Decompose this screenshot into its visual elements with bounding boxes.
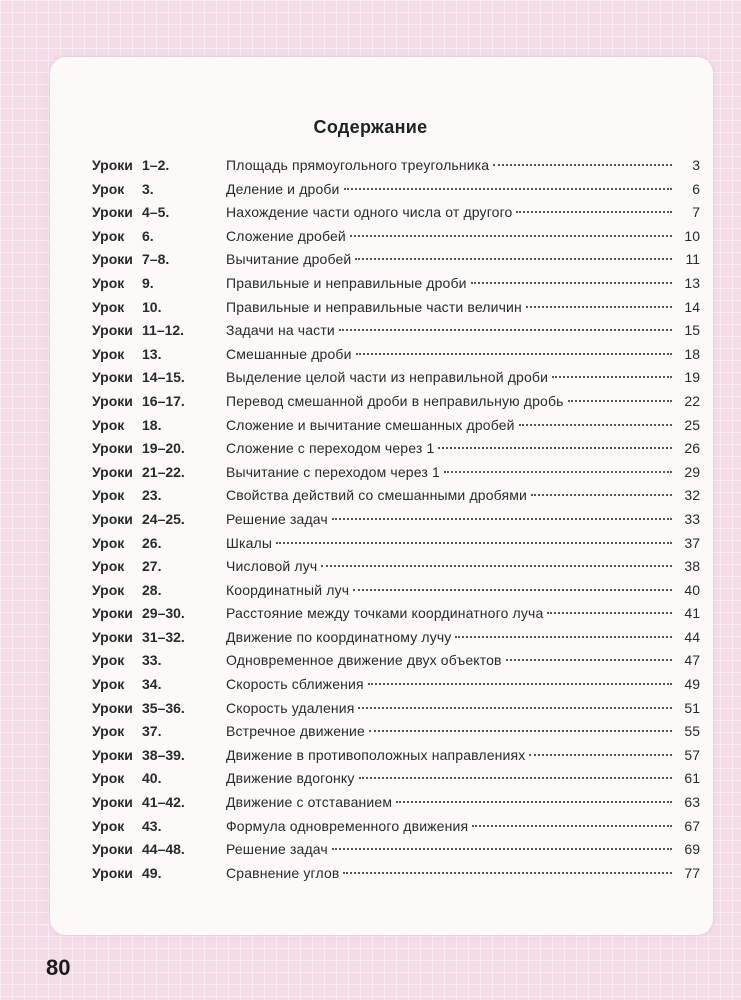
lesson-word: Уроки [92,322,133,339]
toc-entry[interactable] [92,296,700,320]
lesson-number: 23. [142,487,162,504]
lesson-topic: Сложение с переходом через 1 [226,440,435,457]
toc-entry[interactable] [92,272,700,296]
lesson-topic: Нахождение части одного числа от другого [226,204,513,221]
toc-entry[interactable] [92,414,700,438]
dot-leader [353,589,672,591]
lesson-topic: Задачи на части [226,322,335,339]
toc-entry[interactable] [92,673,700,697]
toc-entry[interactable] [92,248,700,272]
toc-entry[interactable] [92,532,700,556]
toc-entry[interactable] [92,744,700,768]
dot-leader [332,848,672,850]
lesson-topic: Смешанные дроби [226,345,352,362]
lesson-topic: Движение по координатному лучу [226,628,452,645]
lesson-number: 18. [142,416,162,433]
page-ref: 25 [684,416,700,433]
page-ref: 63 [684,794,700,811]
page-ref: 15 [684,322,700,339]
lesson-word: Урок [92,558,125,575]
lesson-topic: Движение с отставанием [226,794,393,811]
lesson-number: 40. [142,770,162,787]
dot-leader [358,707,672,709]
page-ref: 37 [684,534,700,551]
toc-entry[interactable] [92,815,700,839]
lesson-word: Уроки [92,864,133,881]
lesson-topic: Формула одновременного движения [226,817,469,834]
lesson-word: Урок [92,227,125,244]
lesson-topic: Правильные и неправильные дроби [226,274,467,291]
lesson-number: 33. [142,652,162,669]
toc-entry[interactable] [92,720,700,744]
toc-entry[interactable] [92,791,700,815]
lesson-topic: Вычитание дробей [226,251,352,268]
page-ref: 49 [684,676,700,693]
toc-entry[interactable] [92,390,700,414]
lesson-number: 3. [142,180,154,197]
page-ref: 22 [684,392,700,409]
lesson-number: 14–15. [142,369,185,386]
dot-leader [493,164,672,166]
lesson-topic: Правильные и неправильные части величин [226,298,522,315]
dot-leader [350,235,672,237]
page-ref: 18 [684,345,700,362]
toc-entry[interactable] [92,461,700,485]
toc-entry[interactable] [92,366,700,390]
lesson-topic: Площадь прямоугольного треугольника [226,157,490,173]
lesson-topic: Расстояние между точками координатного луча [226,605,544,622]
page-ref: 3 [692,157,700,173]
page-ref: 29 [684,463,700,480]
dot-leader [472,825,672,827]
lesson-word: Урок [92,416,125,433]
lesson-number: 38–39. [142,746,185,763]
lesson-word: Урок [92,817,125,834]
dot-leader [531,494,672,496]
lesson-topic: Движение в противоположных направлениях [226,746,526,763]
toc-entry[interactable] [92,579,700,603]
dot-leader [359,777,672,779]
page-title: Содержание [313,117,428,137]
page-ref: 41 [684,605,700,622]
dot-leader [471,282,672,284]
page-ref: 57 [684,746,700,763]
dot-leader [368,683,672,685]
lesson-number: 34. [142,676,162,693]
toc-entry[interactable] [92,319,700,343]
lesson-word: Уроки [92,157,133,173]
lesson-word: Уроки [92,746,133,763]
lesson-topic: Решение задач [226,841,328,858]
page-ref: 44 [684,628,700,645]
dot-leader [568,400,672,402]
toc-entry[interactable] [92,225,700,249]
dot-leader [396,801,672,803]
page-ref: 51 [684,699,700,716]
lesson-number: 21–22. [142,463,185,480]
page-ref: 40 [684,581,700,598]
lesson-topic: Вычитание с переходом через 1 [226,463,440,480]
lesson-word: Уроки [92,699,133,716]
lesson-topic: Решение задач [226,510,328,527]
lesson-word: Уроки [92,841,133,858]
toc-entry[interactable] [92,437,700,461]
lesson-number: 28. [142,581,162,598]
lesson-number: 19–20. [142,440,185,457]
lesson-word: Уроки [92,392,133,409]
lesson-topic: Скорость сближения [226,676,364,693]
lesson-word: Уроки [92,204,133,221]
lesson-number: 29–30. [142,605,185,622]
page-ref: 7 [692,204,700,221]
lesson-number: 37. [142,723,162,740]
dot-leader [339,329,672,331]
lesson-topic: Координатный луч [226,581,350,598]
toc-entry[interactable] [92,767,700,791]
lesson-topic: Движение вдогонку [226,770,355,787]
toc-entry[interactable] [92,649,700,673]
lesson-number: 24–25. [142,510,185,527]
lesson-topic: Шкалы [226,534,273,551]
page-ref: 19 [684,369,700,386]
lesson-number: 31–32. [142,628,185,645]
lesson-topic: Сложение и вычитание смешанных дробей [226,416,515,433]
dot-leader [332,518,672,520]
lesson-word: Уроки [92,628,133,645]
lesson-word: Урок [92,487,125,504]
lesson-topic: Скорость удаления [226,699,355,716]
toc-entry[interactable] [92,555,700,579]
dot-leader [547,612,672,614]
lesson-word: Урок [92,298,125,315]
toc-entry[interactable] [92,178,700,202]
lesson-topic: Одновременное движение двух объектов [226,652,502,669]
lesson-word: Урок [92,345,125,362]
lesson-number: 9. [142,274,154,291]
lesson-topic: Сравнение углов [226,864,340,881]
lesson-word: Урок [92,770,125,787]
lesson-number: 44–48. [142,841,185,858]
lesson-word: Уроки [92,605,133,622]
page-ref: 10 [684,227,700,244]
lesson-number: 4–5. [142,204,170,221]
dot-leader [355,258,672,260]
lesson-word: Уроки [92,510,133,527]
lesson-topic: Деление и дроби [226,180,340,197]
page-ref: 13 [684,274,700,291]
toc-entry[interactable] [92,484,700,508]
lesson-word: Урок [92,581,125,598]
toc-entry[interactable] [92,602,700,626]
page-ref: 77 [684,864,700,881]
dot-leader [343,872,672,874]
lesson-word: Уроки [92,369,133,386]
dot-leader [529,754,672,756]
toc-entry[interactable] [92,697,700,721]
dot-leader [552,376,672,378]
toc-entry[interactable] [92,343,700,367]
lesson-word: Уроки [92,251,133,268]
dot-leader [444,471,672,473]
dot-leader [506,659,672,661]
lesson-number: 26. [142,534,162,551]
lesson-number: 49. [142,864,162,881]
lesson-number: 16–17. [142,392,185,409]
lesson-word: Урок [92,534,125,551]
lesson-number: 13. [142,345,162,362]
toc-entry[interactable] [92,862,700,886]
dot-leader [369,730,672,732]
dot-leader [356,353,672,355]
lesson-topic: Числовой луч [226,558,318,575]
page-ref: 32 [684,487,700,504]
lesson-word: Уроки [92,463,133,480]
lesson-number: 27. [142,558,162,575]
lesson-number: 43. [142,817,162,834]
lesson-word: Уроки [92,794,133,811]
dot-leader [516,211,672,213]
dot-leader [344,188,672,190]
lesson-topic: Свойства действий со смешанными дробями [226,487,527,504]
lesson-word: Урок [92,274,125,291]
page-ref: 14 [684,298,700,315]
toc-entry[interactable] [92,201,700,225]
page-number: 80 [46,955,71,980]
lesson-number: 1–2. [142,157,170,173]
lesson-topic: Встречное движение [226,723,365,740]
lesson-number: 6. [142,227,154,244]
lesson-word: Урок [92,180,125,197]
lesson-word: Урок [92,676,125,693]
page-ref: 26 [684,440,700,457]
page-ref: 55 [684,723,700,740]
lesson-topic: Сложение дробей [226,227,346,244]
lesson-number: 7–8. [142,251,170,268]
page-ref: 69 [684,841,700,858]
lesson-word: Урок [92,652,125,669]
toc-entry[interactable] [92,626,700,650]
lesson-topic: Выделение целой части из неправильной дроби [226,369,549,386]
lesson-number: 35–36. [142,699,185,716]
page-ref: 6 [692,180,700,197]
page-ref: 67 [684,817,700,834]
dot-leader [276,542,672,544]
dot-leader [526,306,672,308]
page-ref: 47 [684,652,700,669]
dot-leader [321,565,672,567]
lesson-word: Уроки [92,440,133,457]
toc-entry[interactable] [92,838,700,862]
dot-leader [519,424,672,426]
toc-entry[interactable] [92,508,700,532]
toc-entry[interactable] [92,154,700,178]
table-of-contents [92,154,700,885]
page-ref: 11 [685,251,700,268]
lesson-number: 41–42. [142,794,185,811]
page-ref: 61 [684,770,700,787]
lesson-number: 11–12. [142,322,185,339]
page-ref: 38 [684,558,700,575]
dot-leader [455,636,672,638]
lesson-topic: Перевод смешанной дроби в неправильную дробь [226,392,564,409]
dot-leader [438,447,672,449]
page-ref: 33 [684,510,700,527]
lesson-word: Урок [92,723,125,740]
lesson-number: 10. [142,298,162,315]
